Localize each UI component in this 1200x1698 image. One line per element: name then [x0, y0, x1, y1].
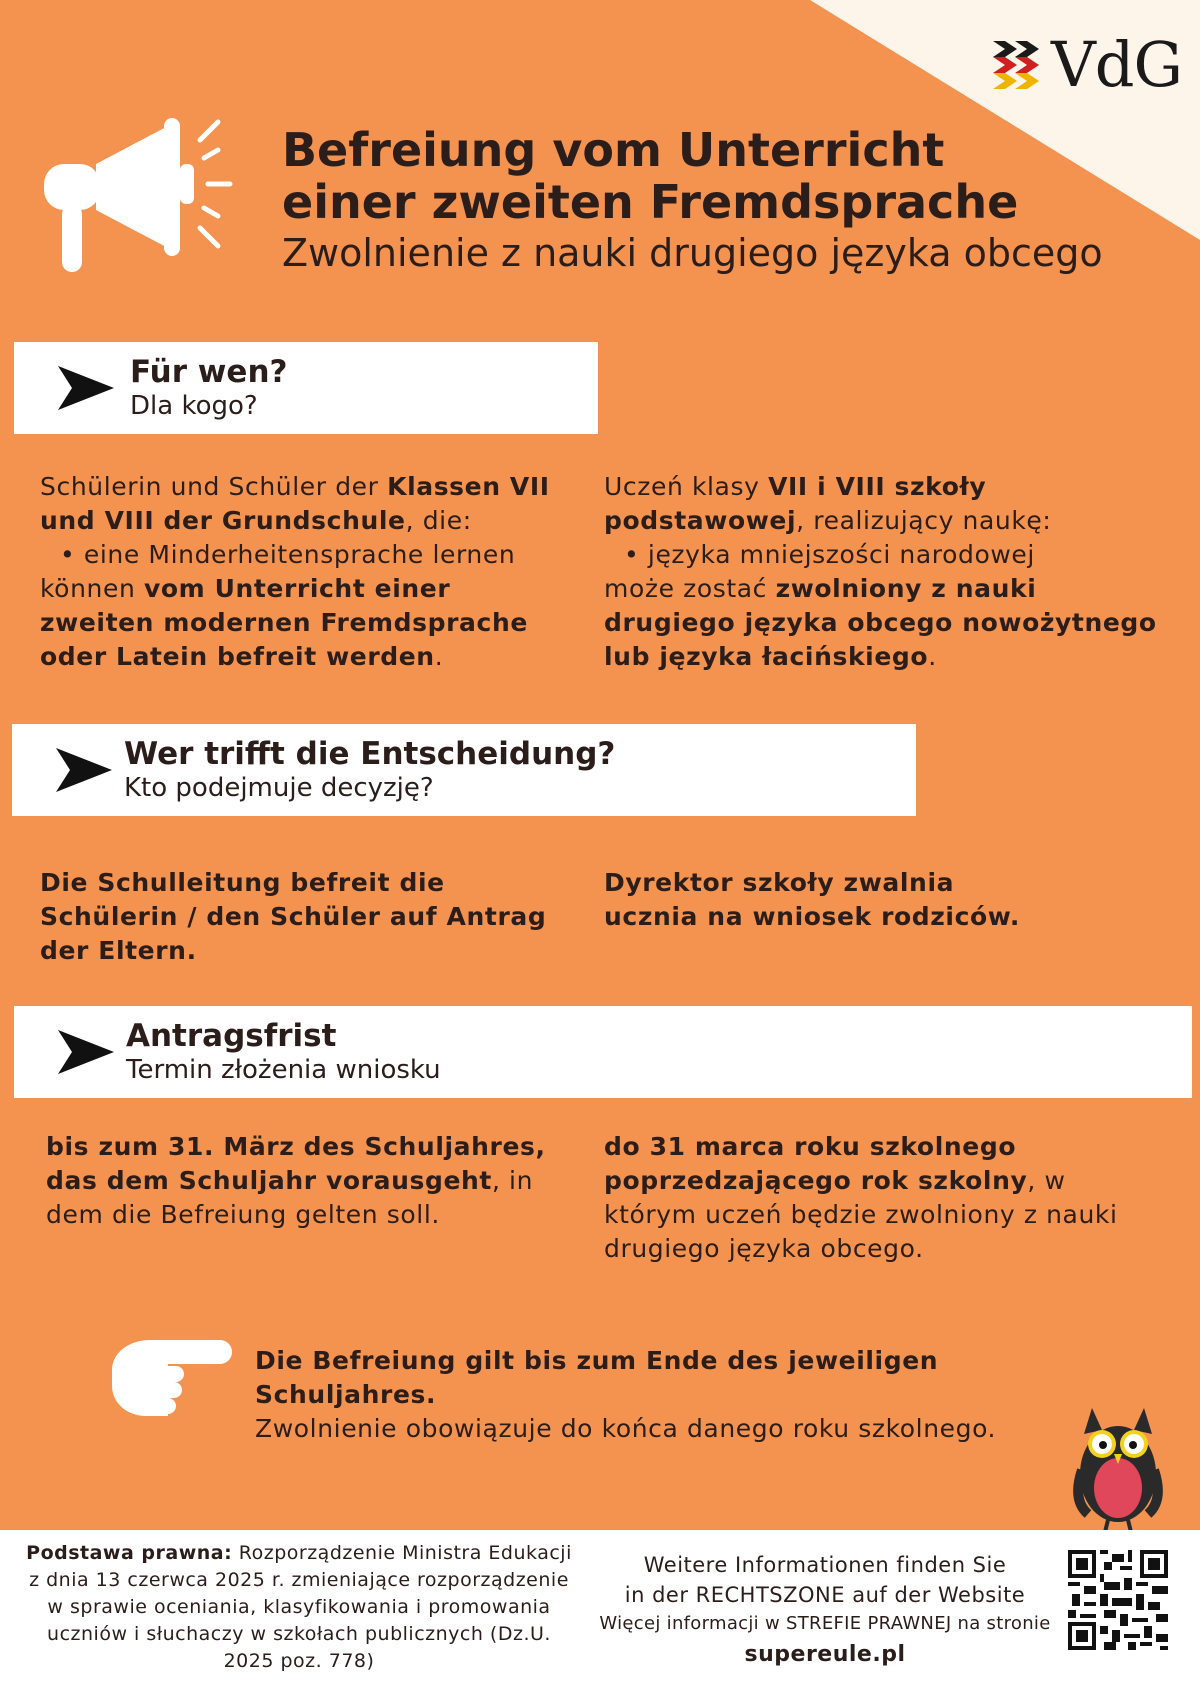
s3-de-t: , in dem die Befreiung gelten soll. — [46, 1166, 534, 1229]
s1-de-b1: Klassen VII und VIII der Grundschule — [40, 472, 550, 535]
page-title-line2: einer zweiten Fremdsprache — [282, 175, 1019, 229]
s1-pl-b2: zwolniony z nauki drugiego języka obcego nowożytnego lub języka łacińskiego — [604, 574, 1157, 671]
s1-pl-t3: może zostać — [604, 574, 776, 603]
logo-text: VdG — [1051, 28, 1182, 101]
qr-code[interactable] — [1068, 1550, 1168, 1650]
info-line1: Weitere Informationen finden Sie — [643, 1553, 1007, 1577]
legal-text: Rozporządzenie Ministra Edukacji z dnia 13 czerwca 2025 r. zmieniające rozporządzenie w sprawie oceniania, klasyfikowania i promowania uczniów i słuchaczy w szkołach publicznych (Dz.U. 2025 poz. 778) — [29, 1542, 572, 1672]
s3-pl-t: , w którym uczeń będzie zwolniony z nauki drugiego języka obcego. — [604, 1166, 1118, 1263]
section-heading: Antragsfrist — [126, 1018, 337, 1054]
vdg-logo — [993, 28, 1182, 101]
note-de: Die Befreiung gilt bis zum Ende des jeweiligen Schuljahres. — [255, 1346, 939, 1409]
pointing-hand-icon — [106, 1326, 236, 1422]
section3-text-de — [46, 1130, 582, 1232]
s1-pl-b1: VII i VIII szkoły podstawowej — [604, 472, 987, 535]
page-title-line1: Befreiung vom Unterricht — [282, 123, 945, 177]
more-info — [590, 1550, 1060, 1672]
s1-de-b2: vom Unterricht einer zweiten modernen Fremdsprache oder Latein befreit werden — [40, 574, 528, 671]
arrow-right-icon — [58, 366, 114, 410]
s1-de-t4: . — [434, 642, 444, 671]
s1-de-t1: Schülerin und Schüler der — [40, 472, 388, 501]
validity-note — [255, 1344, 1115, 1446]
legal-label: Podstawa prawna: — [26, 1542, 233, 1564]
s1-pl-t1: Uczeń klasy — [604, 472, 769, 501]
section-heading: Für wen? — [130, 354, 288, 390]
owl-illustration — [1068, 1400, 1168, 1540]
section-subheading: Kto podejmuje decyzję? — [124, 773, 434, 803]
s1-de-t3: können — [40, 574, 144, 603]
bullet-dot: • — [624, 540, 648, 569]
arrow-right-icon — [56, 748, 112, 792]
section2-text-de — [40, 866, 580, 968]
section-heading: Wer trifft die Entscheidung? — [124, 736, 616, 772]
info-line2: in der RECHTSZONE auf der Website — [624, 1583, 1026, 1607]
s1-pl-t2: , realizujący naukę: — [796, 506, 1052, 535]
s2-de: Die Schulleitung befreit die Schülerin / den Schüler auf Antrag der Eltern. — [40, 868, 547, 965]
s1-de-bullet: eine Minderheitensprache lernen — [83, 540, 516, 569]
s1-de-t2: , die: — [405, 506, 472, 535]
bullet-dot: • — [60, 540, 84, 569]
header — [282, 124, 1182, 278]
legal-basis — [24, 1540, 574, 1675]
s1-pl-bullet: języka mniejszości narodowej — [647, 540, 1035, 569]
s2-pl: Dyrektor szkoły zwalnia ucznia na wniosek rodziców. — [604, 868, 1020, 931]
page-subtitle: Zwolnienie z nauki drugiego języka obcego — [282, 231, 1103, 275]
section-subheading: Termin złożenia wniosku — [126, 1055, 441, 1085]
section-banner-for-whom — [14, 342, 598, 434]
section2-text-pl — [604, 866, 1054, 934]
section1-text-de — [40, 470, 570, 674]
section-banner-deadline — [14, 1006, 1192, 1098]
s3-pl-b: do 31 marca roku szkolnego poprzedzającego rok szkolny — [604, 1132, 1028, 1195]
footer — [0, 1530, 1200, 1698]
info-line3: Więcej informacji w STREFIE PRAWNEJ na stronie — [599, 1613, 1051, 1634]
arrow-right-icon — [58, 1030, 114, 1074]
s3-de-b: bis zum 31. März des Schuljahres, das dem Schuljahr vorausgeht — [46, 1132, 546, 1195]
website-link[interactable]: supereule.pl — [744, 1642, 906, 1667]
note-pl: Zwolnienie obowiązuje do końca danego roku szkolnego. — [255, 1414, 997, 1443]
megaphone-icon — [40, 112, 260, 292]
s1-pl-t4: . — [928, 642, 937, 671]
section1-text-pl — [604, 470, 1174, 674]
section-banner-decision — [12, 724, 916, 816]
section-subheading: Dla kogo? — [130, 391, 258, 421]
vdg-flag-icon — [993, 41, 1041, 89]
section3-text-pl — [604, 1130, 1144, 1266]
